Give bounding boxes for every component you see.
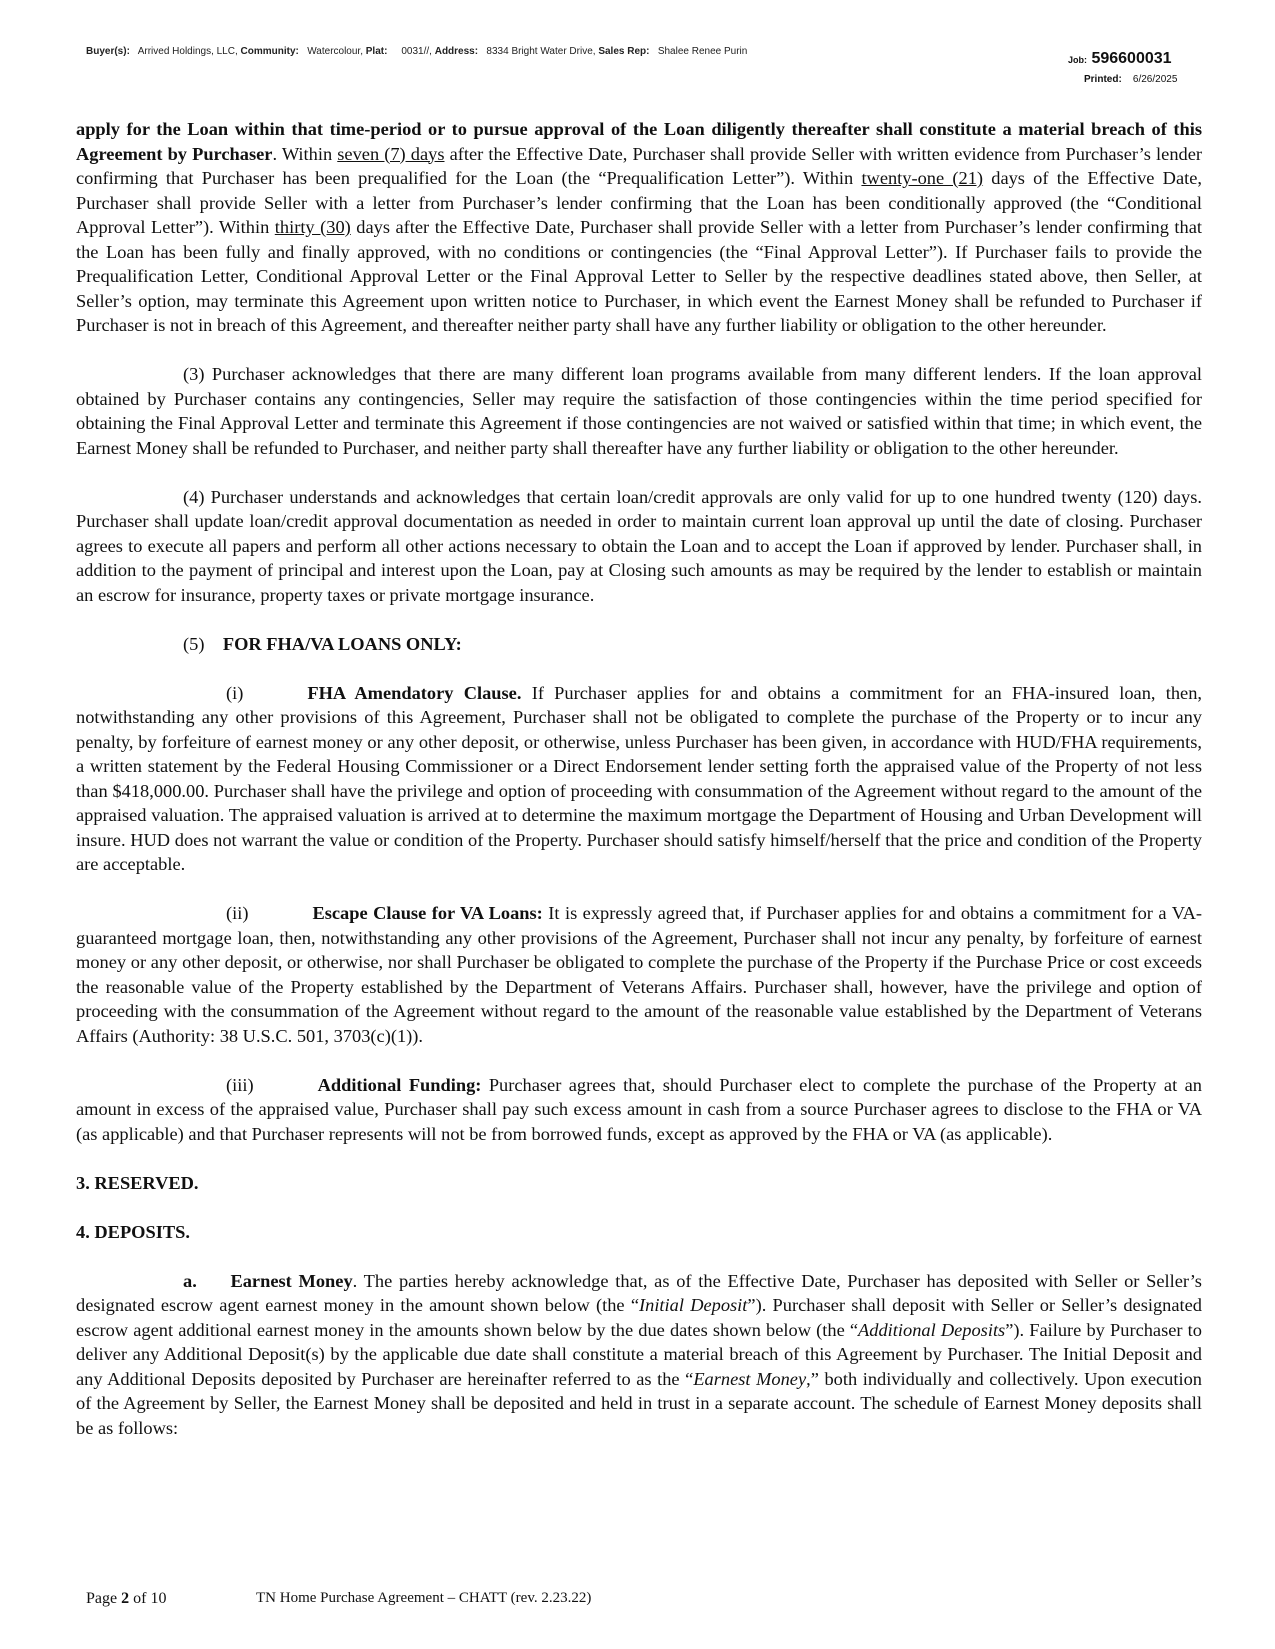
paragraph-earnest-money (76, 1269, 1202, 1441)
paragraph-3-loan-programs: (3) Purchaser acknowledges that there are many different loan programs available from many different lenders. If the loan approval obtained by Purchaser contains any contingencies, Seller may require the satisfaction of those contingencies within the time period specified for obtaining the Final Approval Letter and terminate this Agreement if those contingencies are not waived or satisfied within that time; in which event, the Earnest Money shall be refunded to Purchaser, and neither party shall thereafter have any further liability or obligation to the other hereunder. (76, 364, 1202, 458)
paragraph-loan-deadlines (76, 117, 1202, 338)
section-3-heading: 3. RESERVED. (76, 1172, 199, 1193)
italic-term: Initial Deposit (639, 1295, 748, 1315)
community-value: Watercolour, (307, 46, 363, 57)
page-footer (86, 1590, 592, 1608)
sales-rep-label: Sales Rep: (598, 46, 650, 57)
clause-text: If Purchaser applies for and obtains a commitment for an FHA-insured loan, then, notwithstanding any other provisions of this Agreement, Purchaser shall not be obligated to complete the purchase of the Property or to incur any penalty, by forfeiture of earnest money or any other deposit, or otherwise, unless Purchaser has been given, in accordance with HUD/FHA requirements, a written statement by the Federal Housing Commissioner or a Direct Endorsement lender setting forth the appraised value of the Property of not less than $418,000.00. Purchaser shall have the privilege and option of proceeding with consummation of the Agreement without regard to the amount of the appraised valuation. The appraised valuation is arrived at to determine the maximum mortgage the Department of Housing and Urban Development will insure. HUD does not warrant the value or condition of the Property. Purchaser should satisfy himself/herself that the price and condition of the Property are acceptable. (76, 682, 1202, 874)
plat-value: 0031//, (401, 46, 432, 57)
bold-lead-text: apply for the Loan within that time-period or to pursue approval of the Loan diligently thereafter shall constitute a material breach of this Agreement by Purchaser (76, 119, 1202, 164)
paragraph-fha-clause (76, 681, 1202, 877)
job-number: 596600031 (1091, 50, 1172, 67)
clause-text: Purchaser agrees that, should Purchaser elect to complete the purchase of the Property at an amount in excess of the appraised value, Purchaser shall pay such excess amount in cash from a source Purchaser agrees to disclose to the FHA or VA (as applicable) and that Purchaser represents will not be from borrowed funds, except as approved by the FHA or VA (as applicable). (76, 1074, 1202, 1144)
page-header (86, 46, 1196, 57)
underlined-term: twenty-one (21) (861, 168, 984, 188)
underlined-term: thirty (30) (274, 217, 351, 237)
paragraph-additional-funding (76, 1073, 1202, 1147)
clause-title: FHA Amendatory Clause. (307, 682, 522, 703)
text-run: ,” both individually and collectively. Upon execution of the Agreement by Seller, the Earnest Money shall be deposited and held in trust in a separate account. The schedule of Earnest Money deposits shall be as follows: (76, 1368, 1202, 1438)
underlined-term: seven (7) days (337, 143, 445, 164)
text-run: . Within (272, 143, 338, 164)
address-label: Address: (434, 46, 479, 57)
document-body (76, 117, 1202, 1465)
clause-number: (iii) (226, 1074, 254, 1095)
sales-rep-value: Shalee Renee Purin (657, 46, 748, 57)
clause-number: (ii) (226, 903, 249, 923)
printed-date: 6/26/2025 (1132, 74, 1178, 85)
italic-term: Earnest Money (693, 1368, 807, 1389)
text-run: ”). Purchaser shall deposit with Seller or Seller’s designated escrow agent additional earnest money in the amounts shown below by the due dates shown below (the “ (76, 1295, 1202, 1340)
page-number: 2 (121, 1590, 130, 1607)
buyer-label: Buyer(s): (86, 46, 130, 57)
text-run: days of the Effective Date, Purchaser shall provide Seller with a letter from Purchaser’s lender confirming that the Loan has been conditionally approved (the “Conditional Approval Letter”). Within (76, 168, 1202, 237)
of-word: of (133, 1590, 147, 1607)
clause-number: a. (183, 1270, 197, 1291)
paragraph-number: (5) (183, 633, 205, 654)
text-run: . The parties hereby acknowledge that, as of the Effective Date, Purchaser has deposited with Seller or Seller’s designated escrow agent earnest money in the amount shown below (the “ (76, 1270, 1202, 1315)
clause-title: Escape Clause for VA Loans: (312, 903, 543, 923)
printed-label: Printed: (1084, 74, 1122, 85)
clause-title: Additional Funding: (317, 1074, 482, 1095)
total-pages: 10 (150, 1590, 167, 1607)
italic-term: Additional Deposits (858, 1319, 1006, 1340)
text-run: ”). Failure by Purchaser to deliver any Additional Deposit(s) by the applicable due date shall constitute a material breach of this Agreement by Purchaser. The Initial Deposit and any Additional Deposits deposited by Purchaser are hereinafter referred to as the “ (76, 1319, 1202, 1389)
paragraph-4-approval-validity: (4) Purchaser understands and acknowledges that certain loan/credit approvals are only valid for up to one hundred twenty (120) days. Purchaser shall update loan/credit approval documentation as needed in order to maintain current loan approval up until the date of closing. Purchaser agrees to execute all papers and perform all other actions necessary to obtain the Loan and to accept the Loan if approved by lender. Purchaser shall, in addition to the payment of principal and interest upon the Loan, pay at Closing such amounts as may be required by the lender to establish or maintain an escrow for insurance, property taxes or private mortgage insurance. (76, 486, 1202, 605)
plat-label: Plat: (365, 46, 388, 57)
job-label: Job: (1068, 55, 1087, 65)
job-number-block (1068, 50, 1172, 68)
clause-title: Earnest Money (230, 1270, 353, 1291)
community-label: Community: (240, 46, 299, 57)
address-value: 8334 Bright Water Drive, (486, 46, 596, 57)
page-word: Page (86, 1590, 118, 1607)
section-4-heading: 4. DEPOSITS. (76, 1221, 190, 1242)
text-run: days after the Effective Date, Purchaser shall provide Seller with a letter from Purchaser’s lender confirming that the Loan has been fully and finally approved, with no conditions or contingencies (the “Final Approval Letter”). If Purchaser fails to provide the Prequalification Letter, Conditional Approval Letter or the Final Approval Letter to Seller by the respective deadlines stated above, then Seller, at Seller’s option, may terminate this Agreement upon written notice to Purchaser, in which event the Earnest Money shall be refunded to Purchaser if Purchaser is not in breach of this Agreement, and thereafter neither party shall have any further liability or obligation to the other hereunder. (76, 217, 1203, 335)
printed-date-block (1084, 74, 1177, 85)
document-title: TN Home Purchase Agreement – CHATT (rev. 2.23.22) (256, 1590, 592, 1606)
buyer-value: Arrived Holdings, LLC, (137, 46, 238, 57)
clause-text: It is expressly agreed that, if Purchaser applies for and obtains a commitment for a VA-guaranteed mortgage loan, then, notwithstanding any other provisions of the Agreement, Purchaser shall not incur any penalty, by forfeiture of earnest money or any other deposit, or otherwise, nor shall Purchaser be obligated to complete the purchase of the Property if the Purchase Price or cost exceeds the reasonable value of the Property established by the Department of Veterans Affairs. Purchaser shall, however, have the privilege and option of proceeding with the consummation of the Agreement without regard to the amount of the reasonable value established by the Department of Veterans Affairs (Authority: 38 U.S.C. 501, 3703(c)(1)). (76, 903, 1203, 1046)
paragraph-5-heading (76, 632, 1202, 657)
clause-number: (i) (226, 682, 244, 703)
text-run: after the Effective Date, Purchaser shall provide Seller with written evidence from Purchaser’s lender confirming that Purchaser has been prequalified for the Loan (the “Prequalification Letter”). Within (76, 143, 1202, 188)
paragraph-5-title: FOR FHA/VA LOANS ONLY: (222, 633, 462, 654)
paragraph-va-clause (76, 901, 1202, 1048)
